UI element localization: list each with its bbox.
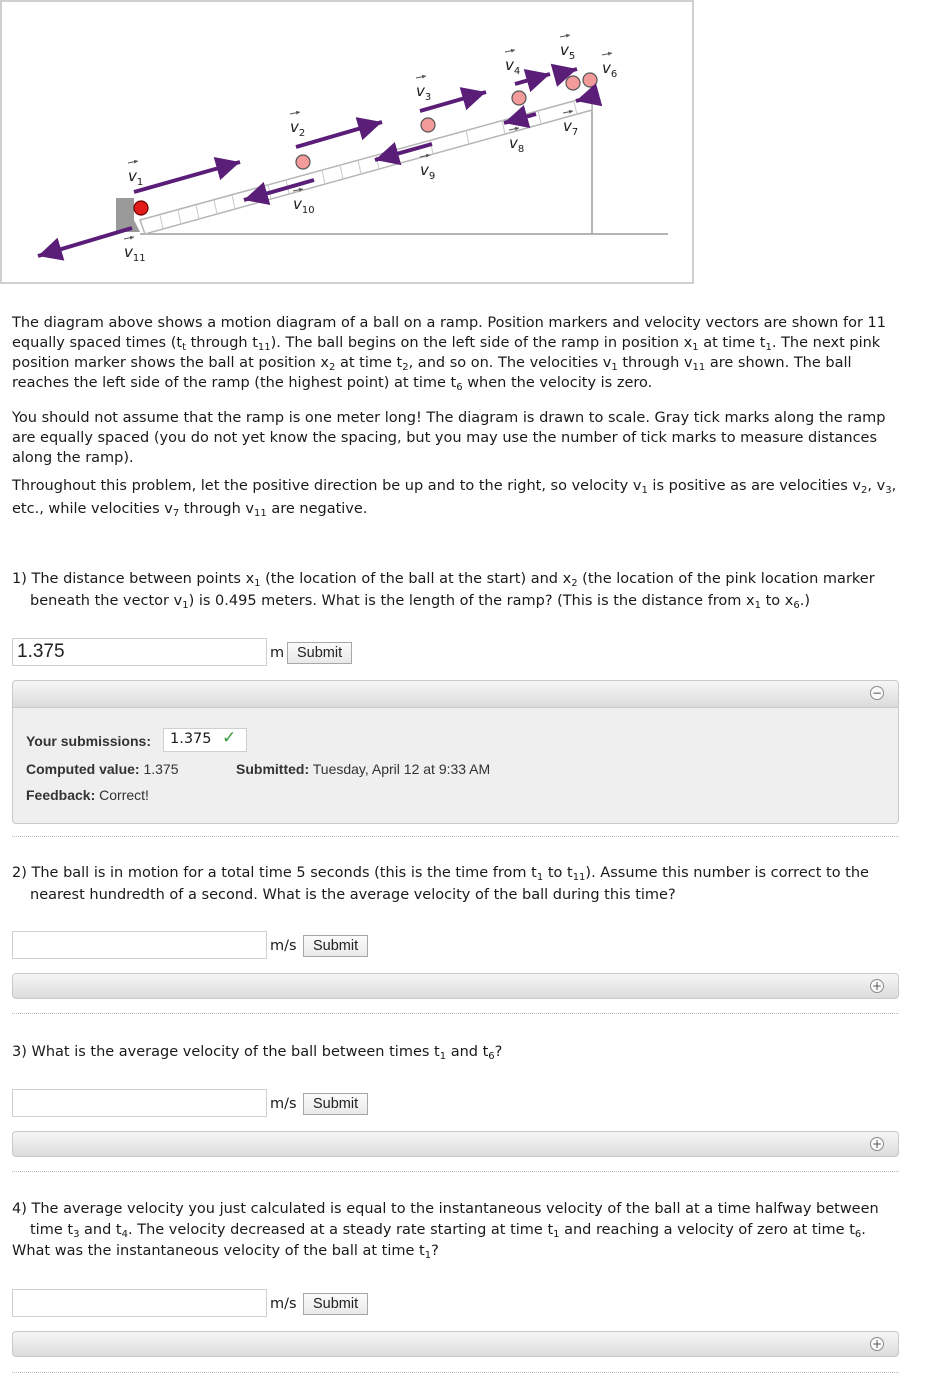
divider — [12, 1013, 899, 1014]
position-marker-2 — [296, 155, 310, 169]
svg-text:v2: $v_2$ — [290, 118, 306, 139]
submission-value: 1.375 — [163, 728, 247, 752]
q4-unit: m/s — [270, 1296, 297, 1312]
ball-start — [134, 201, 148, 215]
q3-unit: m/s — [270, 1096, 297, 1112]
q4-submit-button[interactable]: Submit — [303, 1293, 368, 1315]
svg-text:v8: $v_8$ — [509, 134, 525, 155]
position-marker-3 — [421, 118, 435, 132]
q1-answer-input[interactable] — [12, 638, 267, 666]
q2-answer-input[interactable] — [12, 931, 267, 959]
divider — [12, 1171, 899, 1172]
svg-text:v1: $v_1$ — [128, 167, 144, 188]
svg-text:v3: $v_3$ — [416, 82, 432, 103]
q2-submit-button[interactable]: Submit — [303, 935, 368, 957]
your-submissions-label: Your submissions: — [26, 733, 151, 749]
position-marker-6 — [583, 73, 597, 87]
expand-icon[interactable]: + — [871, 979, 883, 993]
svg-text:v11: $v_{11}$ — [124, 243, 146, 264]
svg-text:v6: $v_6$ — [602, 59, 618, 80]
q4-feedback-bar[interactable] — [12, 1331, 899, 1357]
check-icon: ✓ — [222, 728, 237, 748]
svg-text:v10: $v_{10}$ — [293, 195, 315, 216]
motion-diagram-svg — [0, 0, 694, 284]
divider — [12, 1372, 899, 1373]
q3-submit-button[interactable]: Submit — [303, 1093, 368, 1115]
intro-paragraph-3: Throughout this problem, let the positive direction be up and to the right, so velocity $v_1$ is positive as are velocities $v_2$, $v_3$, etc., while velocities $v_7$ through $v_{11}$ are negative. — [12, 478, 897, 519]
intro-paragraph-1: The diagram above shows a motion diagram of a ball on a ramp. Position markers and velocity vectors are shown for 11 equally spaced times ($t_t$ through $t_{11}$). The ball begins on the left side of the ramp in position $x_1$ at time $t_1$. The next pink position marker shows the ball at position $x_2$ at time $t_2$, and so on. The velocities $v_1$ through $v_{11}$ are shown. The ball reaches the left side of the ramp (the highest point) at time $t_6$ when the velocity is zero. — [12, 315, 886, 393]
q3-feedback-bar[interactable] — [12, 1131, 899, 1157]
question-4-text: 4) The average velocity you just calculated is equal to the instantaneous velocity of the ball at a time halfway between time $t_3$ and $t_4$. The velocity decreased at a steady rate starting at time $t_1$ and reaching a velocity of zero at time $t_6$. What was the instantaneous velocity of the ball at time $t_1$? — [12, 1201, 879, 1261]
submitted-row: Submitted: Tuesday, April 12 at 9:33 AM — [236, 761, 491, 777]
question-3-text: 3) What is the average velocity of the ball between times $t_1$ and $t_6$? — [12, 1044, 503, 1062]
q1-unit: m — [270, 645, 285, 661]
expand-icon[interactable]: + — [871, 1337, 883, 1351]
intro-paragraph-2: You should not assume that the ramp is one meter long! The diagram is drawn to scale. Gray tick marks along the ramp are equally spaced (you do not yet know the spacing, but you may use the number of tick marks to measure distances along the ramp). — [12, 410, 886, 466]
q4-answer-input[interactable] — [12, 1289, 267, 1317]
question-2-text: 2) The ball is in motion for a total time 5 seconds (this is the time from $t_1$ to $t_{11}$). Assume this number is correct to the nearest hundredth of a second. What is the average velocity of the ball during this time? — [12, 865, 869, 903]
computed-value-row: Computed value: 1.375 — [26, 761, 179, 777]
divider — [12, 836, 899, 837]
svg-text:v4: $v_4$ — [505, 56, 521, 77]
expand-icon[interactable]: + — [871, 1137, 883, 1151]
motion-diagram — [0, 0, 694, 284]
q2-unit: m/s — [270, 938, 297, 954]
q1-submit-button[interactable]: Submit — [287, 642, 352, 664]
svg-text:v5: $v_5$ — [560, 41, 576, 62]
position-marker-4 — [512, 91, 526, 105]
q1-feedback-header[interactable] — [13, 681, 898, 708]
q2-feedback-bar[interactable] — [12, 973, 899, 999]
collapse-icon[interactable]: − — [871, 686, 883, 700]
position-marker-5 — [566, 76, 580, 90]
question-1-text: 1) The distance between points $x_1$ (the location of the ball at the start) and $x_2$ (the location of the pink location marker beneath the vector $v_1$) is 0.495 meters. What is the length of the ramp? (This is the distance from $x_1$ to $x_6$.) — [12, 571, 875, 611]
svg-text:v9: $v_9$ — [420, 161, 436, 182]
svg-text:v7: $v_7$ — [563, 117, 579, 138]
feedback-row: Feedback: Correct! — [26, 787, 149, 803]
q3-answer-input[interactable] — [12, 1089, 267, 1117]
